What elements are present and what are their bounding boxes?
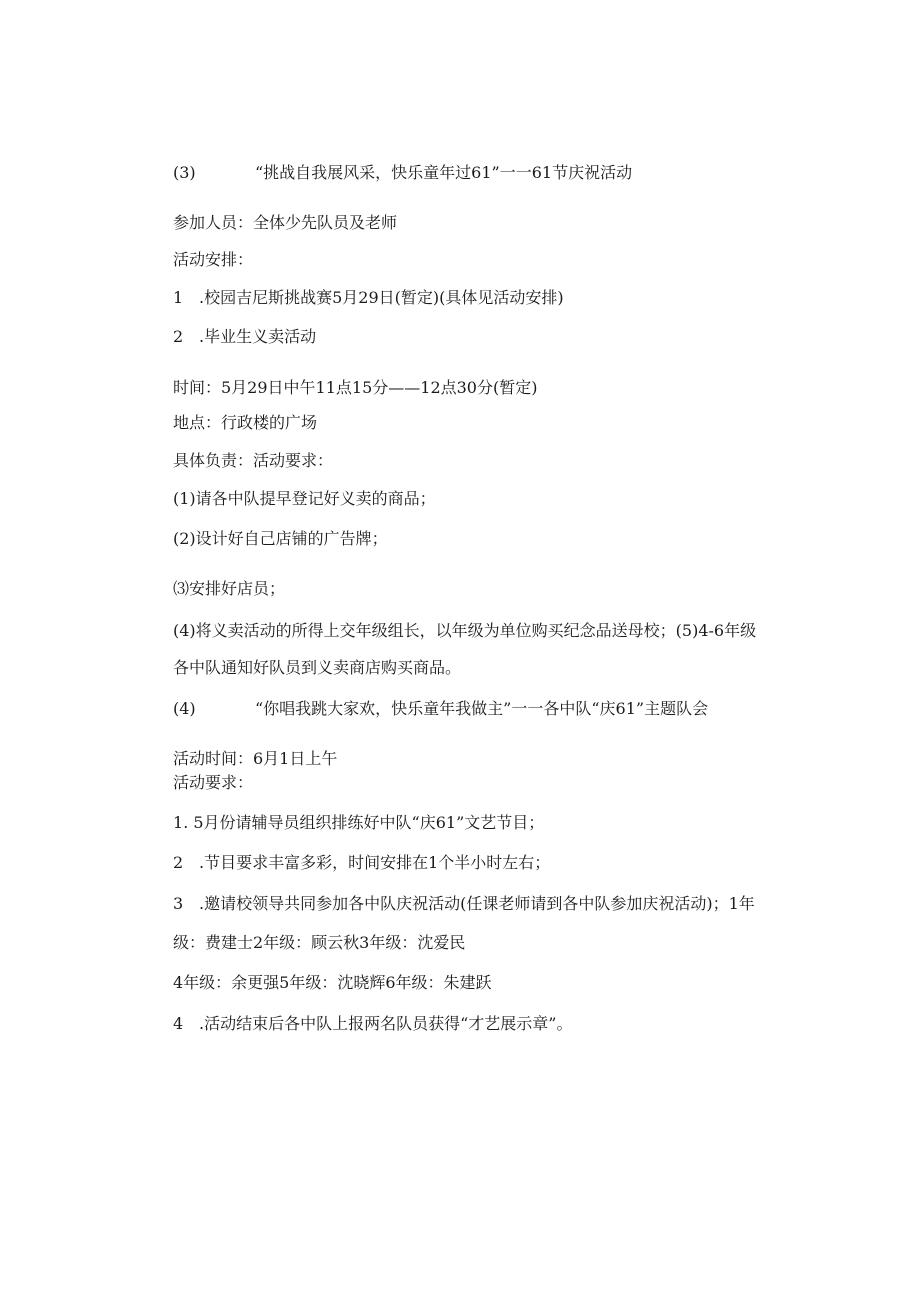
arrangement-item-2-number: 2	[173, 327, 184, 346]
section-4-number: (4)	[173, 699, 196, 718]
activity-item-4-text: .活动结束后各中队上报两名队员获得“才艺展示章”。	[199, 1014, 573, 1033]
activity-item-3-number: 3	[173, 894, 184, 913]
arrangement-item-1-number: 1	[173, 288, 184, 307]
activity-item-2-text: .节目要求丰富多彩，时间安排在1个半小时左右；	[199, 853, 551, 872]
activity-item-1	[173, 812, 544, 834]
requirement-1: (1)请各中队提早登记好义卖的商品；	[173, 489, 436, 508]
activity-item-4-number: 4	[173, 1014, 184, 1033]
requirement-2: (2)设计好自己店铺的广告牌；	[173, 529, 388, 548]
participants-line: 参加人员：全体少先队员及老师	[173, 213, 398, 232]
place-line: 地点：行政楼的广场	[173, 413, 318, 432]
time-line: 时间：5月29日中午11点15分——12点30分(暂定)	[173, 378, 538, 397]
activity-item-4	[173, 1013, 572, 1035]
activity-item-2	[173, 852, 550, 874]
arrangement-item-2	[173, 326, 316, 348]
requirement-3: ⑶安排好店员；	[173, 579, 286, 598]
section-3-title: “挑战自我展风采，快乐童年过61”一一61节庆祝活动	[255, 163, 633, 182]
arrangement-item-1-text: .校园吉尼斯挑战赛5月29日(暂定)(具体见活动安排)	[199, 288, 564, 307]
arrangement-item-2-text: .毕业生义卖活动	[199, 327, 317, 346]
requirement-4-5: (4)将义卖活动的所得上交年级组长，以年级为单位购买纪念品送母校；(5)4-6年级	[173, 621, 757, 640]
section-4-title: “你唱我跳大家欢，快乐童年我做主”一一各中队“庆61”主题队会	[255, 699, 709, 718]
arrangement-item-1	[173, 287, 564, 309]
arrangement-label: 活动安排：	[173, 250, 254, 269]
activity-item-3-text: .邀请校领导共同参加各中队庆祝活动(任课老师请到各中队参加庆祝活动)；1年	[199, 894, 755, 913]
activity-item-1-text: . 5月份请辅导员组织排练好中队“庆61”文艺节目；	[183, 813, 545, 832]
grades-line-1: 级：费建士2年级：顾云秋3年级：沈爱民	[173, 933, 466, 952]
responsible-line: 具体负责：活动要求：	[173, 451, 334, 470]
activity-time-line: 活动时间：6月1日上午	[173, 749, 338, 768]
activity-item-2-number: 2	[173, 853, 184, 872]
requirement-5-continued: 各中队通知好队员到义卖商店购买商品。	[173, 658, 462, 677]
grades-line-2: 4年级：余更强5年级：沈晓辉6年级：朱建跃	[173, 973, 492, 992]
activity-requirement-label: 活动要求：	[173, 773, 254, 792]
activity-item-1-number: 1	[173, 813, 184, 832]
section-3-number: (3)	[173, 163, 196, 182]
activity-item-3	[173, 893, 755, 915]
